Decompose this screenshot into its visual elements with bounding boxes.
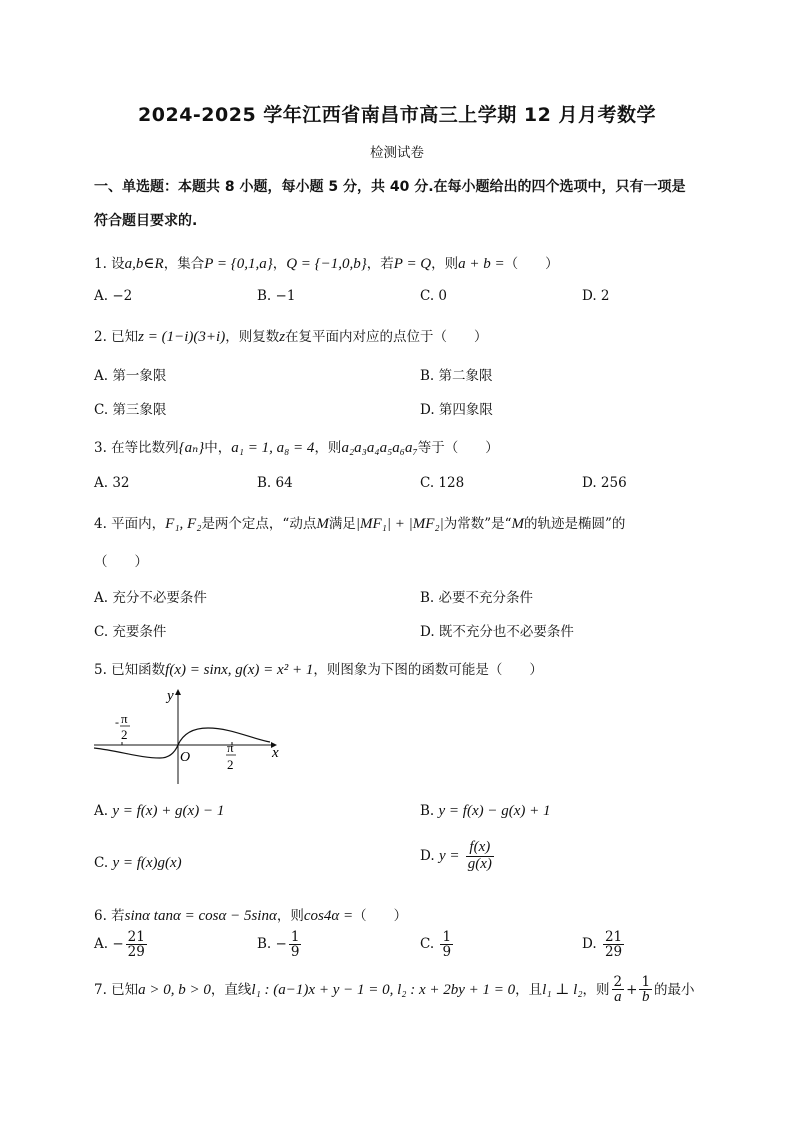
q2-option-b: B. 第二象限 bbox=[420, 368, 493, 384]
q2-option-a: A. 第一象限 bbox=[94, 368, 167, 384]
q6-option-c: C. $\frac{1}{9}$ bbox=[420, 929, 452, 961]
q7-fraction-2: $\frac{1}{b}$ bbox=[641, 974, 651, 1006]
question-1: 1. 设a,b∈R，集合P = {0,1,a}，Q = {−1,0,b}，若P = Q，则a + b =（ ） bbox=[94, 256, 559, 272]
question-4: 4. 平面内，F₁, F₂是两个定点，“动点M满足|MF₁| + |MF₂|为常数”是“M的轨迹是椭圆”的 bbox=[94, 516, 626, 532]
q3-option-a: A. 32 bbox=[94, 475, 130, 491]
q6-a-fraction: $\frac{21}{29}$ bbox=[127, 929, 145, 961]
pos-tick-den: 2 bbox=[227, 757, 234, 772]
q4-paren: （ ） bbox=[94, 554, 148, 570]
neg-sign: - bbox=[115, 715, 119, 729]
q1-option-c: C. 0 bbox=[420, 288, 448, 304]
q4-option-d: D. 既不充分也不必要条件 bbox=[420, 624, 574, 640]
q4-option-c: C. 充要条件 bbox=[94, 624, 167, 640]
pos-tick-num: π bbox=[227, 740, 234, 755]
q5-option-c: C. y = f(x)g(x) bbox=[94, 855, 182, 871]
q2-option-d: D. 第四象限 bbox=[420, 402, 493, 418]
q1-option-d: D. 2 bbox=[582, 288, 610, 304]
q1-option-a: A. −2 bbox=[94, 288, 133, 304]
q4-option-a: A. 充分不必要条件 bbox=[94, 590, 207, 606]
neg-tick-den: 2 bbox=[121, 727, 128, 742]
q3-option-d: D. 256 bbox=[582, 475, 627, 491]
q6-option-a: A. − $\frac{21}{29}$ bbox=[94, 929, 145, 961]
q5-option-b: B. y = f(x) − g(x) + 1 bbox=[420, 803, 551, 819]
y-axis-label: y bbox=[167, 688, 174, 704]
origin-label: O bbox=[180, 750, 191, 765]
section-header-line2: 符合题目要求的. bbox=[94, 213, 198, 229]
page-subtitle: 检测试卷 bbox=[370, 145, 424, 161]
q5-d-fraction: $\frac{f(x)}{g(x)}$ bbox=[467, 839, 492, 872]
q5-option-d: D. y = $\frac{f(x)}{g(x)}$ bbox=[420, 839, 492, 872]
q3-option-c: C. 128 bbox=[420, 475, 465, 491]
question-7: 7. 已知a > 0, b > 0，直线l₁ : (a−1)x + y − 1 = 0, l₂ : x + 2by + 1 = 0，且l₁ ⊥ l₂，则 $\frac{2}{a}$ + $\frac{1}{b}$ 的最小 bbox=[94, 974, 695, 1006]
x-axis-label: x bbox=[272, 745, 279, 761]
q6-d-fraction: $\frac{21}{29}$ bbox=[604, 929, 623, 961]
q6-c-fraction: $\frac{1}{9}$ bbox=[442, 929, 452, 961]
q1-option-b: B. −1 bbox=[257, 288, 296, 304]
page-title: 2024-2025 学年江西省南昌市高三上学期 12 月月考数学 bbox=[138, 104, 656, 126]
question-3: 3. 在等比数列{aₙ}中，a₁ = 1, a₈ = 4，则a₂a₃a₄a₅a₆a₇等于（ ） bbox=[94, 440, 499, 456]
section-header-line1: 一、单选题：本题共 8 小题，每小题 5 分，共 40 分.在每小题给出的四个选项中，只有一项是 bbox=[94, 179, 686, 195]
q5-option-a: A. y = f(x) + g(x) − 1 bbox=[94, 803, 225, 819]
q7-fraction-1: $\frac{2}{a}$ bbox=[613, 974, 623, 1006]
q2-option-c: C. 第三象限 bbox=[94, 402, 167, 418]
q6-option-b: B. − $\frac{1}{9}$ bbox=[257, 929, 300, 961]
q4-option-b: B. 必要不充分条件 bbox=[420, 590, 534, 606]
question-2: 2. 已知z = (1−i)(3+i)，则复数z在复平面内对应的点位于（ ） bbox=[94, 329, 488, 345]
q6-b-fraction: $\frac{1}{9}$ bbox=[290, 929, 300, 961]
question-6: 6. 若sinα tanα = cosα − 5sinα，则cos4α =（ ） bbox=[94, 908, 408, 924]
q6-option-d: D. $\frac{21}{29}$ bbox=[582, 929, 623, 961]
question-5: 5. 已知函数f(x) = sinx, g(x) = x² + 1，则图象为下图的函数可能是（ ） bbox=[94, 662, 543, 678]
neg-tick-num: π bbox=[121, 711, 128, 726]
q3-option-b: B. 64 bbox=[257, 475, 293, 491]
q5-function-graph bbox=[90, 684, 290, 786]
